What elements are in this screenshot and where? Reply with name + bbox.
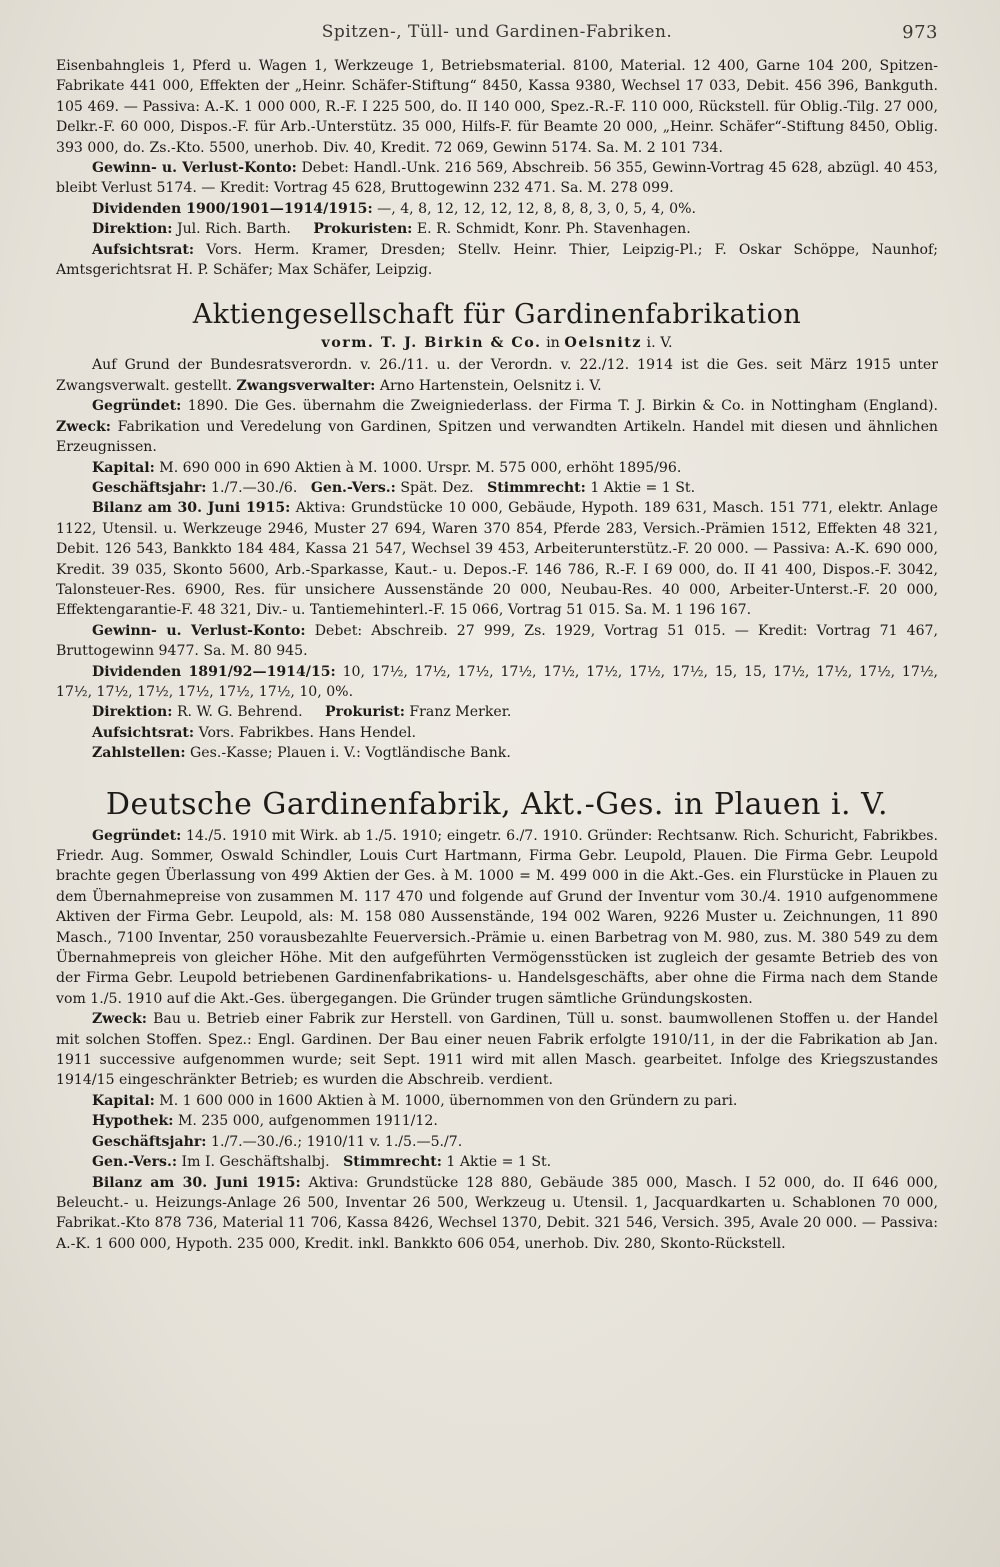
- capital-text-3: M. 1 600 000 in 1600 Aktien à M. 1000, übernommen von den Gründern zu pari.: [159, 1092, 738, 1109]
- page-number: 973: [902, 22, 938, 43]
- profit-loss-label-2: Gewinn- u. Verlust-Konto:: [92, 622, 306, 639]
- fiscal-year-paragraph-3: [56, 1132, 938, 1152]
- founded-text-3: 14./5. 1910 mit Wirk. ab 1./5. 1910; eingetr. 6./7. 1910. Gründer: Rechtsanw. Rich. Schuricht, Fabrikbes. Friedr. Aug. Sommer, Oswald Schindler, Louis Curt Hartmann, Firma Gebr. Leupold, Plauen. Die Firma Gebr. Leupold brachte gegen Überlassung von 499 Aktien der Ges. à M. 1000 = M. 499 000 in die Akt.-Ges. ein Flurstücke in Plauen zu dem Übernahmepreise von zusammen M. 117 470 und folgende auf Grund der Inventur vom 30./4. 1910 aufgenommene Aktiven der Firma Gebr. Leupold, als: M. 158 080 Aussenstände, 194 002 Waren, 9226 Muster u. Zeichnungen, 11 890 Masch., 7100 Inventar, 250 vorausbezahlte Feuerversich.-Prämie u. einen Barbetrag von M. 980, zus. M. 380 549 zu dem Übernahmepreis von gleicher Höhe. Mit den aufgeführten Vermögensstücken ist zugleich der gesamte Betrieb des von der Firma Gebr. Leupold betriebenen Gardinenfabrikations- u. Handelsgeschäfts, aber ohne die Firma nach dem Stande vom 1./5. 1910 auf die Akt.-Ges. übergegangen. Die Gründer trugen sämtliche Gründungskosten.: [56, 827, 938, 1007]
- supervisory-board-label: Aufsichtsrat:: [92, 241, 195, 258]
- founded-label: Gegründet:: [92, 398, 182, 415]
- procurator-text-2: Franz Merker.: [409, 704, 512, 721]
- capital-paragraph-3: [56, 1091, 938, 1111]
- fiscal-year-text: 1./7.—30./6.: [211, 479, 298, 496]
- balance-continuation: Eisenbahngleis 1, Pferd u. Wagen 1, Werkzeuge 1, Betriebsmaterial. 8100, Material. 12 400, Garne 104 200, Spitzen-Fabrikate 441 000, Effekten der „Heinr. Schäfer-Stiftung“ 8450, Kassa 9380, Wechsel 17 033, Debit. 456 396, Bankguth. 105 469. — Passiva: A.-K. 1 000 000, R.-F. I 225 500, do. II 140 000, Spez.-R.-F. 110 000, Rückstell. für Oblig.-Tilg. 27 000, Delkr.-F. 60 000, Dispos.-F. für Arb.-Unterstütz. 35 000, Hilfs-F. für Beamte 20 000, „Heinr. Schäfer“-Stiftung 8450, Oblig. 393 000, do. Zs.-Kto. 5500, unerhob. Div. 40, Kredit. 72 069, Gewinn 5174. Sa. M. 2 101 734.: [56, 58, 938, 156]
- founded-text: 1890. Die Ges. übernahm die Zweigniederlass. der Firma T. J. Birkin & Co. in Nottingham (England).: [187, 398, 938, 415]
- direction-text-2: R. W. G. Behrend.: [176, 704, 303, 721]
- dividends-text-2: 10, 17½, 17½, 17½, 17½, 17½, 17½, 17½, 17½, 15, 15, 17½, 17½, 17½, 17½, 17½, 17½, 17½, 17½, 17½, 17½, 10, 0%.: [56, 663, 938, 700]
- intro-text: Auf Grund der Bundesratsverordn. v. 26./11. u. der Verordn. v. 22./12. 1914 ist die Ges. seit März 1915 unter Zwangsverwalt. gestellt.: [56, 357, 938, 394]
- company-subtitle-mid: in: [546, 335, 560, 352]
- fiscal-year-paragraph: [56, 478, 938, 498]
- procurators-text: E. R. Schmidt, Konr. Ph. Stavenhagen.: [416, 221, 691, 238]
- procurators-label: Prokuristen:: [313, 221, 413, 238]
- running-head-title: Spitzen-, Tüll- und Gardinen-Fabriken.: [321, 22, 673, 42]
- profit-loss-paragraph: [56, 158, 938, 199]
- supervisory-board-label-2: Aufsichtsrat:: [92, 724, 195, 741]
- purpose-label: Zweck:: [56, 418, 111, 435]
- voting-right-label-3: Stimmrecht:: [343, 1154, 442, 1171]
- running-head: [56, 22, 938, 56]
- direction-label-2: Direktion:: [92, 704, 173, 721]
- profit-loss-text: Debet: Handl.-Unk. 216 569, Abschreib. 56 355, Gewinn-Vortrag 45 628, abzügl. 40 453, bleibt Verlust 5174. — Kredit: Vortrag 45 628, Bruttogewinn 232 471. Sa. M. 278 099.: [56, 160, 938, 197]
- paying-agents-paragraph: [56, 743, 938, 763]
- profit-loss-text-2: Debet: Abschreib. 27 999, Zs. 1929, Vortrag 51 015. — Kredit: Vortrag 71 467, Bruttogewinn 9477. Sa. M. 80 945.: [56, 622, 939, 660]
- balance-paragraph: [56, 498, 938, 620]
- fiscal-year-text-3: 1./7.—30./6.; 1910/11 v. 1./5.—5./7.: [211, 1133, 463, 1150]
- fiscal-year-label-3: Geschäftsjahr:: [92, 1133, 207, 1150]
- mortgage-text-3: M. 235 000, aufgenommen 1911/12.: [177, 1113, 438, 1130]
- voting-right-text-3: 1 Aktie = 1 St.: [446, 1154, 552, 1171]
- mortgage-label-3: Hypothek:: [92, 1113, 174, 1130]
- balance-label-3: Bilanz am 30. Juni 1915:: [92, 1174, 301, 1191]
- capital-label-3: Kapital:: [92, 1092, 155, 1109]
- voting-right-text: 1 Aktie = 1 St.: [590, 479, 696, 496]
- purpose-text: Fabrikation und Veredelung von Gardinen, Spitzen und verwandten Artikeln. Handel mit diesen und ähnlichen Erzeugnissen.: [56, 418, 938, 456]
- purpose-text-3: Bau u. Betrieb einer Fabrik zur Herstell. von Gardinen, Tüll u. sonst. baumwollenen Stoffen u. der Handel mit solchen Stoffen. Spez.: Engl. Gardinen. Der Bau einer neuen Fabrik erfolgte 1910/11, in der die Fabrikation ab Jan. 1911 successive aufgenommen wurde; seit Sept. 1911 wird mit allen Masch. gearbeitet. Infolge des Kriegszustandes 1914/15 eingeschränkter Betrieb; es wurden die Abschreib. verdient.: [56, 1011, 938, 1089]
- receiver-text: Arno Hartenstein, Oelsnitz i. V.: [379, 377, 602, 394]
- company-title-deutsche-gardinenfabrik: Deutsche Gardinenfabrik, Akt.-Ges. in Plauen i. V.: [105, 786, 889, 822]
- purpose-paragraph-3: [56, 1009, 938, 1091]
- management-paragraph: [56, 219, 938, 239]
- balance-paragraph-3: [56, 1173, 938, 1255]
- company-subtitle-suffix: i. V.: [646, 335, 673, 352]
- general-meeting-text-3: Im I. Geschäftshalbj.: [181, 1154, 330, 1171]
- supervisory-board-paragraph-2: [56, 723, 938, 743]
- management-paragraph-2: [56, 702, 938, 722]
- dividends-paragraph-2: [56, 662, 938, 703]
- profit-loss-label: Gewinn- u. Verlust-Konto:: [92, 160, 297, 177]
- intro-paragraph: [56, 355, 938, 396]
- mortgage-paragraph-3: [56, 1111, 938, 1131]
- capital-label: Kapital:: [92, 459, 155, 476]
- fiscal-year-label: Geschäftsjahr:: [92, 479, 207, 496]
- founded-label-3: Gegründet:: [92, 827, 182, 844]
- paying-agents-label: Zahlstellen:: [92, 745, 186, 762]
- company-title-birkin: Aktiengesellschaft für Gardinenfabrikation: [192, 299, 802, 331]
- voting-right-label: Stimmrecht:: [487, 479, 586, 496]
- procurator-label-2: Prokurist:: [325, 704, 405, 721]
- direction-text: Jul. Rich. Barth.: [176, 221, 291, 238]
- dividends-text: —, 4, 8, 12, 12, 12, 12, 8, 8, 8, 3, 0, 5, 4, 0%.: [377, 200, 696, 217]
- balance-text-3: Aktiva: Grundstücke 128 880, Gebäude 385 000, Masch. I 52 000, do. II 646 000, Beleucht.- u. Heizungs-Anlage 26 500, Inventar 26 500, Werkzeug u. Utensil. 1, Jacquardkarten u. Schablonen 70 000, Fabrikat.-Kto 878 736, Material 11 706, Kassa 8426, Wechsel 1370, Debit. 321 546, Versich. 395, Avale 20 000. — Passiva: A.-K. 1 600 000, Hypoth. 235 000, Kredit. inkl. Bankkto 606 054, unerhob. Div. 280, Skonto-Rückstell.: [56, 1174, 938, 1252]
- supervisory-board-paragraph: [56, 240, 938, 281]
- general-meeting-paragraph-3: [56, 1152, 938, 1172]
- balance-text: Aktiva: Grundstücke 10 000, Gebäude, Hypoth. 189 631, Masch. 151 771, elektr. Anlage 1122, Utensil. u. Werkzeuge 2946, Muster 27 694, Waren 370 854, Pferde 283, Versich.-Prämien 1512, Effekten 48 321, Debit. 126 543, Bankkto 184 484, Kassa 21 547, Wechsel 39 453, Arbeiterunterstütz.-F. 20 000. — Passiva: A.-K. 690 000, Kredit. 39 035, Skonto 5600, Arb.-Sparkasse, Kaut.- u. Depos.-F. 146 786, R.-F. I 69 000, do. II 41 400, Dispos.-F. 3042, Talonsteuer-Res. 6900, Res. für unsichere Aussenstände 20 000, Neubau-Res. 40 000, Arbeiter-Unterst.-F. 20 000, Effektengarantie-F. 48 321, Div.- u. Tantiemehinterl.-F. 15 066, Vortrag 51 015. Sa. M. 1 196 167.: [56, 500, 939, 619]
- company-subtitle-birkin: [56, 334, 938, 353]
- dividends-label: Dividenden 1900/1901—1914/1915:: [92, 200, 373, 217]
- capital-paragraph: [56, 458, 938, 478]
- company-subtitle-prefix: vorm. T. J. Birkin & Co.: [321, 335, 542, 352]
- profit-loss-paragraph-2: [56, 621, 938, 662]
- dividends-paragraph: [56, 199, 938, 219]
- receiver-label: Zwangsverwalter:: [236, 377, 376, 394]
- founded-paragraph: [56, 396, 938, 457]
- dividends-label-2: Dividenden 1891/92—1914/15:: [92, 663, 336, 680]
- balance-label: Bilanz am 30. Juni 1915:: [92, 500, 291, 517]
- direction-label: Direktion:: [92, 221, 173, 238]
- paying-agents-text: Ges.-Kasse; Plauen i. V.: Vogtländische Bank.: [190, 745, 511, 762]
- general-meeting-text: Spät. Dez.: [400, 479, 474, 496]
- company-subtitle-place: Oelsnitz: [564, 335, 642, 352]
- supervisory-board-text-2: Vors. Fabrikbes. Hans Hendel.: [198, 724, 416, 741]
- founded-paragraph-3: [56, 826, 938, 1010]
- purpose-label-3: Zweck:: [92, 1011, 147, 1028]
- capital-text: M. 690 000 in 690 Aktien à M. 1000. Urspr. M. 575 000, erhöht 1895/96.: [159, 459, 682, 476]
- supervisory-board-text: Vors. Herm. Kramer, Dresden; Stellv. Heinr. Thier, Leipzig-Pl.; F. Oskar Schöppe, Naunhof; Amtsgerichtsrat H. P. Schäfer; Max Schäfer, Leipzig.: [56, 241, 938, 279]
- general-meeting-label: Gen.-Vers.:: [310, 479, 396, 496]
- general-meeting-label-3: Gen.-Vers.:: [92, 1154, 178, 1171]
